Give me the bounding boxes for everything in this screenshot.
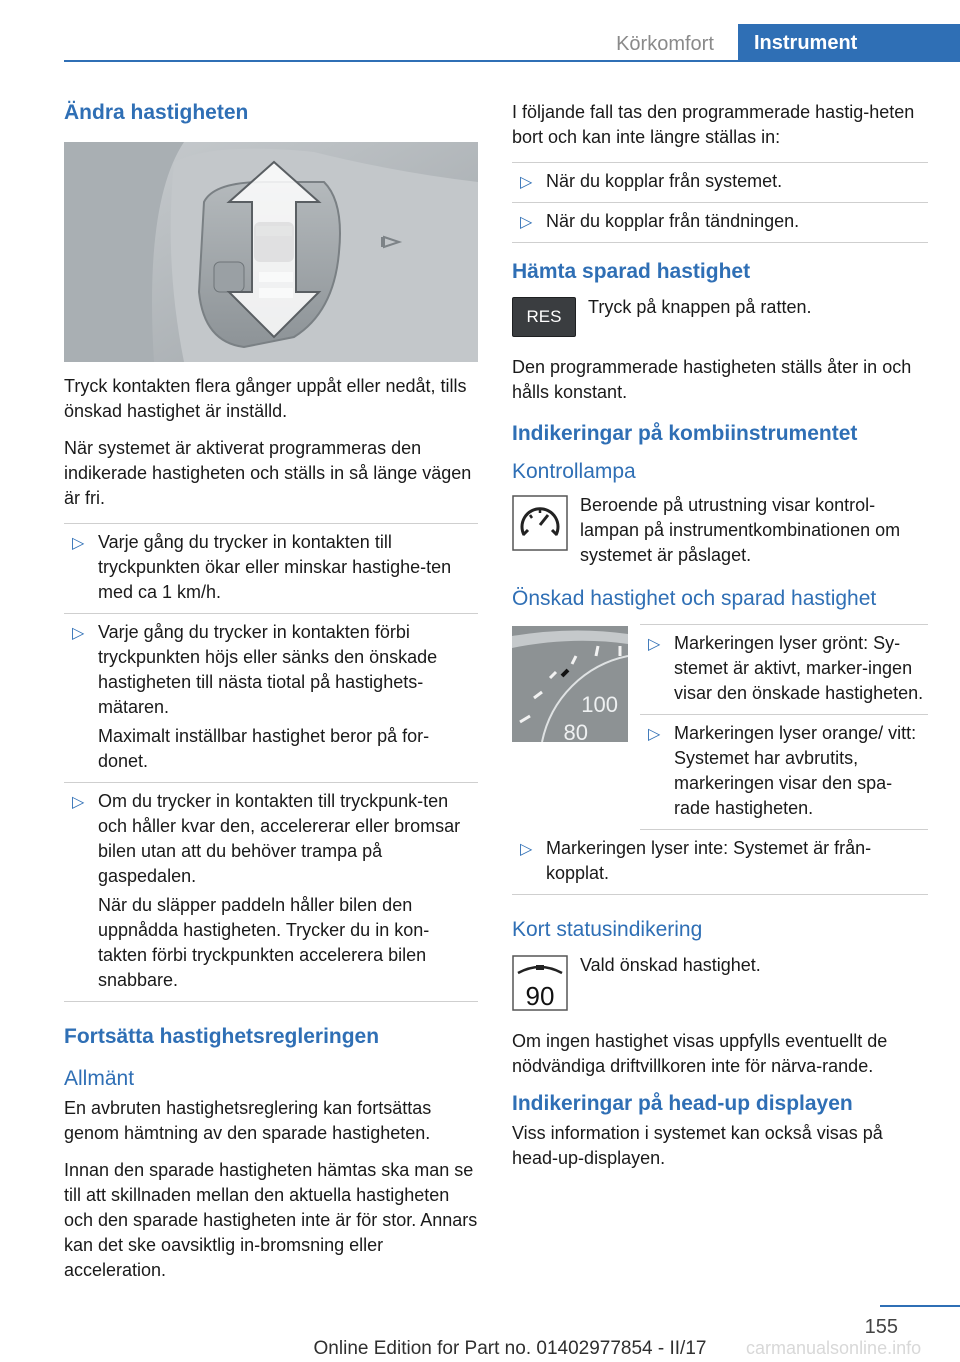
paragraph-removed-cases: I följande fall tas den programmerade hastig-heten bort och kan inte längre ställas in: [512, 102, 915, 147]
list-item: ▷ När du kopplar från systemet. [512, 162, 928, 203]
gauge-label-80: 80 [563, 720, 588, 742]
heading-hud-indications: Indikeringar på head-up displayen [512, 1092, 853, 1115]
header-rule [64, 60, 960, 62]
res-button-icon: RES [512, 297, 576, 337]
lamp-row [512, 493, 928, 568]
list-item: ▷ Markeringen lyser grönt: Sy-stemet är aktivt, marker-ingen visar den önskade hastigheten. [640, 624, 928, 715]
bullet-list-removal [512, 162, 928, 243]
triangle-bullet-icon: ▷ [648, 636, 661, 653]
heading-desired-speed: Önskad hastighet och sparad hastighet [512, 587, 877, 610]
paragraph-lamp-desc: Beroende på utrustning visar kontrol-lampan på instrumentkombinationen om systemet är påslaget. [580, 495, 901, 565]
list-item: ▷ Varje gång du trycker in kontakten förbi tryckpunkten höjs eller sänks den önskade hastigheten till nästa tiotal på hastighets-mätaren. Maximalt inställbar hastighet beror på for-donet. [64, 614, 478, 783]
list-item: ▷ Markeringen lyser orange/ vitt: Systemet har avbrutits, markeringen visar den spa-rade hastigheten. [640, 715, 928, 830]
page-number: 155 [864, 1316, 898, 1338]
bullet-list-markings [640, 624, 928, 830]
gauge-label-100: 100 [581, 692, 618, 717]
heading-short-status: Kort statusindikering [512, 918, 703, 941]
paragraph-no-speed: Om ingen hastighet visas uppfylls eventuellt de nödvändiga driftvillkoren inte för närva-rande. [512, 1031, 888, 1076]
triangle-bullet-icon: ▷ [648, 726, 661, 743]
status-row [512, 953, 928, 1011]
status-value: 90 [525, 981, 555, 1011]
steering-wheel-photo [64, 142, 478, 362]
heading-general: Allmänt [64, 1067, 135, 1090]
right-column [512, 100, 928, 1183]
list-item: ▷ Markeringen lyser inte: Systemet är från-kopplat. [512, 830, 928, 895]
cruise-control-lamp-icon [512, 495, 568, 551]
paragraph-system-active: När systemet är aktiverat programmeras den indikerade hastigheten och ställs in så länge vägen är fri. [64, 438, 472, 508]
triangle-bullet-icon: ▷ [72, 625, 85, 642]
list-item: ▷ Om du trycker in kontakten till tryckpunk-ten och håller kvar den, accelererar eller bromsar bilen utan att du behöver trampa på gaspedalen. När du släpper paddeln håller bilen den uppnådda hastigheten. Trycker du in kon-takten förbi tryckpunkten accelerera bilen snabbare. [64, 783, 478, 1002]
desired-speed-block [512, 624, 928, 830]
paragraph-press-contact: Tryck kontakten flera gånger uppåt eller nedåt, tills önskad hastighet är inställd. [64, 376, 467, 421]
triangle-bullet-icon: ▷ [72, 535, 85, 552]
edition-note: Online Edition for Part no. 01402977854 - II/17 [313, 1338, 707, 1359]
footer-rule [880, 1305, 960, 1307]
paragraph-press-button: Tryck på knappen på ratten. [588, 297, 812, 317]
triangle-bullet-icon: ▷ [72, 794, 85, 811]
list-item: ▷ När du kopplar från tändningen. [512, 203, 928, 243]
triangle-bullet-icon: ▷ [520, 174, 533, 191]
paragraph-hud: Viss information i systemet kan också visas på head-up-displayen. [512, 1123, 883, 1168]
heading-resume: Fortsätta hastighetsregleringen [64, 1025, 380, 1048]
header-tab-instrument[interactable]: Instrument [738, 24, 960, 62]
heading-indicator-lamp: Kontrollampa [512, 460, 636, 483]
list-item: ▷ Varje gång du trycker in kontakten till tryckpunkten ökar eller minskar hastighe-ten med ca 1 km/h. [64, 523, 478, 614]
speedometer-gauge-image [512, 626, 628, 742]
heading-cluster-indications: Indikeringar på kombiinstrumentet [512, 422, 858, 445]
paragraph-interrupted: En avbruten hastighetsreglering kan fortsättas genom hämtning av den sparade hastigheten. [64, 1098, 432, 1143]
bullet-list-adjust [64, 523, 478, 1002]
watermark: carmanualsonline.info [746, 1338, 922, 1358]
paragraph-status-desc: Vald önskad hastighet. [580, 955, 761, 975]
paragraph-restored: Den programmerade hastigheten ställs åter in och hålls konstant. [512, 357, 912, 402]
paragraph-before-fetch: Innan den sparade hastigheten hämtas ska man se till att skillnaden mellan den aktuella hastigheten och den sparade hastigheten inte är för stor. Annars kan det ske oavsiktlig in-bromsning eller acceleration. [64, 1160, 478, 1280]
triangle-bullet-icon: ▷ [520, 214, 533, 231]
res-row [512, 295, 928, 337]
triangle-bullet-icon: ▷ [520, 841, 533, 858]
bullet-list-marking-off [512, 830, 928, 895]
heading-fetch-speed: Hämta sparad hastighet [512, 260, 751, 283]
status-display-icon [512, 955, 568, 1011]
header-tab-korkomfort[interactable]: Körkomfort [616, 33, 714, 55]
heading-change-speed: Ändra hastigheten [64, 101, 249, 124]
left-column [64, 100, 478, 1295]
